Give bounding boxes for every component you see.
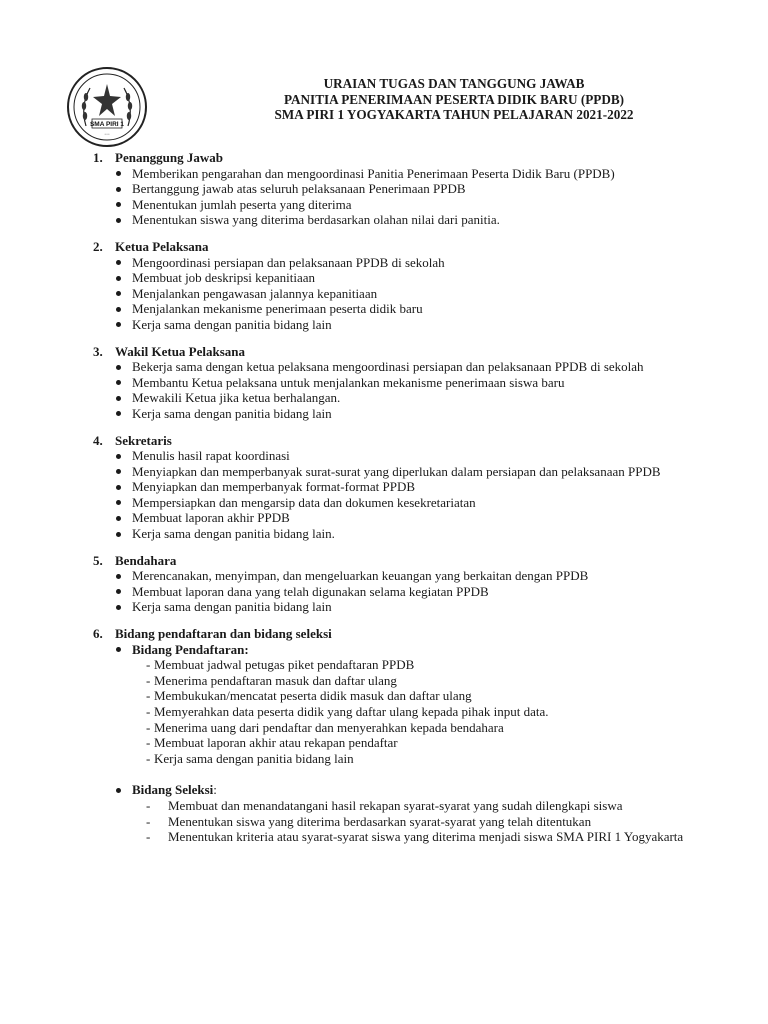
subsection-colon: : bbox=[213, 782, 217, 798]
section-title: Bendahara bbox=[115, 552, 177, 568]
bullet-icon bbox=[116, 532, 121, 537]
section-title: Ketua Pelaksana bbox=[115, 238, 209, 254]
section-title: Penanggung Jawab bbox=[115, 150, 223, 165]
bullet-icon bbox=[116, 454, 121, 459]
section-number: 2. bbox=[93, 238, 103, 254]
list-item: Kerja sama dengan panitia bidang lain bbox=[115, 406, 697, 422]
list-item: Merencanakan, menyimpan, dan mengeluarkan keuangan yang berkaitan dengan PPDB bbox=[115, 568, 697, 584]
list-item: - Membuat dan menandatangani hasil rekapan syarat-syarat yang sudah dilengkapi siswa bbox=[146, 798, 697, 814]
list-item: Bekerja sama dengan ketua pelaksana mengoordinasi persiapan dan pelaksanaan PPDB di sekolah bbox=[115, 359, 697, 375]
header-line-2: PANITIA PENERIMAAN PESERTA DIDIK BARU (PPDB) bbox=[283, 91, 625, 107]
list-item: - Menentukan kriteria atau syarat-syarat siswa yang diterima menjadi siswa SMA PIRI 1 Yogyakarta bbox=[146, 829, 697, 845]
list-item: Mempersiapkan dan mengarsip data dan dokumen kesekretariatan bbox=[115, 495, 697, 511]
list-item: Menjalankan pengawasan jalannya kepanitiaan bbox=[115, 286, 697, 302]
list-item: - Membuat jadwal petugas piket pendaftaran PPDB bbox=[146, 657, 697, 673]
bullet-list bbox=[93, 166, 697, 228]
list-item: Mengoordinasi persiapan dan pelaksanaan PPDB di sekolah bbox=[115, 255, 697, 271]
school-seal-logo bbox=[66, 66, 148, 148]
subsection-seleksi bbox=[115, 782, 697, 844]
dash-list bbox=[132, 657, 697, 766]
list-item: Membantu Ketua pelaksana untuk menjalankan mekanisme penerimaan siswa baru bbox=[115, 375, 697, 391]
bullet-icon bbox=[116, 187, 121, 192]
bullet-icon bbox=[116, 605, 121, 610]
list-item: - Menerima uang dari pendaftar dan menyerahkan kepada bendahara bbox=[146, 720, 697, 736]
bullet-icon bbox=[116, 647, 121, 652]
bullet-icon bbox=[116, 380, 121, 385]
bullet-icon bbox=[116, 322, 121, 327]
list-item: Menyiapkan dan memperbanyak surat-surat yang diperlukan dalam persiapan dan pelaksanaan PPDB bbox=[115, 464, 697, 480]
subsection-title: Bidang Pendaftaran: bbox=[132, 641, 249, 657]
section-title: Bidang pendaftaran dan bidang seleksi bbox=[115, 626, 332, 642]
bullet-icon bbox=[116, 469, 121, 474]
list-item: Menentukan jumlah peserta yang diterima bbox=[115, 197, 697, 213]
bullet-icon bbox=[116, 411, 121, 416]
document-header bbox=[160, 76, 748, 123]
bullet-icon bbox=[116, 365, 121, 370]
list-item: Kerja sama dengan panitia bidang lain. bbox=[115, 526, 697, 542]
bullet-list bbox=[93, 568, 697, 615]
list-item: Memberikan pengarahan dan mengoordinasi Panitia Penerimaan Peserta Didik Baru (PPDB) bbox=[115, 166, 697, 182]
dash-list bbox=[132, 798, 697, 845]
bullet-icon bbox=[116, 171, 121, 176]
header-line-3: SMA PIRI 1 YOGYAKARTA TAHUN PELAJARAN 2021-2022 bbox=[274, 107, 634, 122]
list-item: Membuat laporan akhir PPDB bbox=[115, 510, 697, 526]
list-item: Kerja sama dengan panitia bidang lain bbox=[115, 599, 697, 615]
bullet-icon bbox=[116, 307, 121, 312]
bullet-icon bbox=[116, 589, 121, 594]
bullet-icon bbox=[116, 276, 121, 281]
section-number: 6. bbox=[93, 626, 103, 642]
list-item: - Membukukan/mencatat peserta didik masuk dan daftar ulang bbox=[146, 688, 697, 704]
section-number: 1. bbox=[93, 150, 103, 165]
bullet-icon bbox=[116, 500, 121, 505]
bullet-icon bbox=[116, 260, 121, 265]
section-ketua-pelaksana bbox=[93, 239, 697, 333]
logo-text: SMA PIRI 1 bbox=[89, 121, 125, 129]
section-number: 5. bbox=[93, 552, 103, 568]
section-title: Sekretaris bbox=[115, 432, 172, 448]
svg-text:• • •: • • • bbox=[104, 132, 110, 136]
bullet-icon bbox=[116, 202, 121, 207]
list-item: - Memyerahkan data peserta didik yang daftar ulang kepada pihak input data. bbox=[146, 704, 697, 720]
bullet-icon bbox=[116, 485, 121, 490]
bullet-list bbox=[93, 642, 697, 767]
bullet-list bbox=[93, 359, 697, 421]
bullet-list bbox=[93, 448, 697, 542]
list-item: - Kerja sama dengan panitia bidang lain bbox=[146, 751, 697, 767]
bullet-icon bbox=[116, 516, 121, 521]
list-item: Mewakili Ketua jika ketua berhalangan. bbox=[115, 390, 697, 406]
list-item: Bertanggung jawab atas seluruh pelaksanaan Penerimaan PPDB bbox=[115, 181, 697, 197]
section-number: 3. bbox=[93, 343, 103, 359]
list-item: Menulis hasil rapat koordinasi bbox=[115, 448, 697, 464]
subsection-title: Bidang Seleksi bbox=[132, 782, 214, 798]
header-line-1: URAIAN TUGAS DAN TANGGUNG JAWAB bbox=[323, 76, 585, 91]
section-wakil-ketua bbox=[93, 344, 697, 422]
bullet-icon bbox=[116, 574, 121, 579]
bullet-icon bbox=[116, 396, 121, 401]
list-item: Menjalankan mekanisme penerimaan peserta didik baru bbox=[115, 301, 697, 317]
list-item: Membuat laporan dana yang telah digunakan selama kegiatan PPDB bbox=[115, 584, 697, 600]
school-seal-icon bbox=[66, 66, 148, 148]
document-body bbox=[93, 150, 697, 856]
list-item: Menyiapkan dan memperbanyak format-format PPDB bbox=[115, 479, 697, 495]
section-bendahara bbox=[93, 553, 697, 615]
list-item: - Menerima pendaftaran masuk dan daftar ulang bbox=[146, 673, 697, 689]
section-title: Wakil Ketua Pelaksana bbox=[115, 343, 246, 359]
bullet-icon bbox=[116, 788, 121, 793]
bullet-list bbox=[93, 255, 697, 333]
section-sekretaris bbox=[93, 433, 697, 542]
section-number: 4. bbox=[93, 432, 103, 448]
bullet-icon bbox=[116, 291, 121, 296]
bullet-list bbox=[93, 782, 697, 844]
list-item: - Menentukan siswa yang diterima berdasarkan syarat-syarat yang telah ditentukan bbox=[146, 814, 697, 830]
section-pendaftaran-seleksi bbox=[93, 626, 697, 845]
bullet-icon bbox=[116, 218, 121, 223]
list-item: Kerja sama dengan panitia bidang lain bbox=[115, 317, 697, 333]
subsection-pendaftaran bbox=[115, 642, 697, 767]
section-penanggung-jawab bbox=[93, 150, 697, 228]
list-item: Menentukan siswa yang diterima berdasarkan olahan nilai dari panitia. bbox=[115, 212, 697, 228]
list-item: Membuat job deskripsi kepanitiaan bbox=[115, 270, 697, 286]
list-item: - Membuat laporan akhir atau rekapan pendaftar bbox=[146, 735, 697, 751]
